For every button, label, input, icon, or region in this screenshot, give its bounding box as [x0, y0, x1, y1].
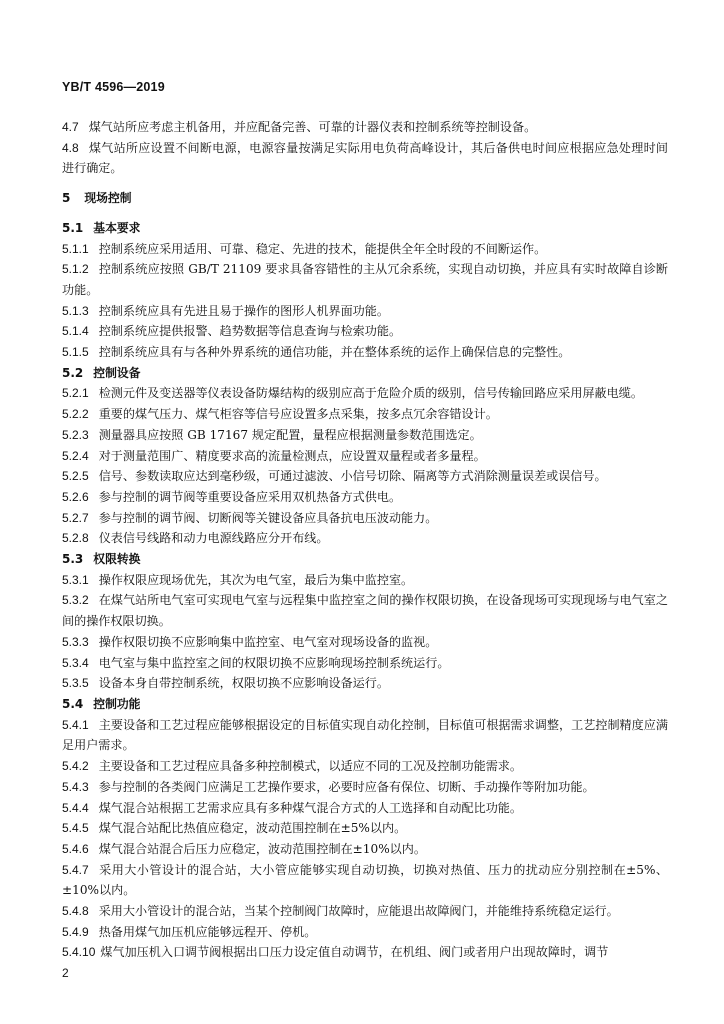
clause-5-4-10: 5.4.10 煤气加压机入口调节阀根据出口压力设定值自动调节，在机组、阀门或者用户出现故障时，调节 — [62, 945, 609, 960]
section-5-4-heading: 5.4 控制功能 — [62, 696, 141, 711]
clause-5-1-2: 5.1.2 控制系统应按照 GB/T 21109 要求具备容错性的主从冗余系统，实现自动切换，并应具有实时故障自诊断功能。 — [62, 262, 668, 297]
clause-5-2-5: 5.2.5 信号、参数读取应达到毫秒级，可通过滤波、小信号切除、隔离等方式消除测量误差或误信号。 — [62, 469, 607, 484]
clause-4-8: 4.8 煤气站所应设置不间断电源，电源容量按满足实际用电负荷高峰设计，其后备供电时间应根据应急处理时间进行确定。 — [62, 140, 668, 176]
clause-5-4-5: 5.4.5 煤气混合站配比热值应稳定，波动范围控制在±5%以内。 — [62, 821, 407, 836]
section-5-2-heading: 5.2 控制设备 — [62, 365, 141, 380]
section-5-1-heading: 5.1 基本要求 — [62, 220, 141, 235]
clause-5-4-4: 5.4.4 煤气混合站根据工艺需求应具有多种煤气混合方式的人工选择和自动配比功能。 — [62, 800, 522, 815]
clause-5-4-8: 5.4.8 采用大小管设计的混合站，当某个控制阀门故障时，应能退出故障阀门，并能维持系统稳定运行。 — [62, 904, 619, 919]
clause-5-3-2: 5.3.2 在煤气站所电气室可实现电气室与远程集中监控室之间的操作权限切换，在设备现场可实现现场与电气室之间的操作权限切换。 — [62, 593, 668, 629]
clause-5-2-8: 5.2.8 仪表信号线路和动力电源线路应分开布线。 — [62, 531, 329, 546]
clause-5-3-3: 5.3.3 操作权限切换不应影响集中监控室、电气室对现场设备的监视。 — [62, 634, 438, 649]
clause-5-4-3: 5.4.3 参与控制的各类阀门应满足工艺操作要求，必要时应备有保位、切断、手动操作等附加功能。 — [62, 779, 595, 794]
section-5-3-heading: 5.3 权限转换 — [62, 552, 141, 567]
clause-5-1-1: 5.1.1 控制系统应采用适用、可靠、稳定、先进的技术，能提供全年全时段的不间断运作。 — [62, 241, 547, 256]
clause-5-2-7: 5.2.7 参与控制的调节阀、切断阀等关键设备应具备抗电压波动能力。 — [62, 510, 438, 525]
clause-5-3-4: 5.3.4 电气室与集中监控室之间的权限切换不应影响现场控制系统运行。 — [62, 655, 450, 670]
clause-5-1-4: 5.1.4 控制系统应提供报警、趋势数据等信息查询与检索功能。 — [62, 324, 402, 339]
section-5-heading: 5 现场控制 — [62, 191, 132, 206]
clause-4-7: 4.7 煤气站所应考虑主机备用，并应配备完善、可靠的计器仪表和控制系统等控制设备。 — [62, 120, 537, 134]
clause-5-1-5: 5.1.5 控制系统应具有与各种外界系统的通信功能，并在整体系统的运作上确保信息的完整性。 — [62, 345, 571, 360]
page-number: 2 — [62, 966, 69, 980]
clause-5-4-9: 5.4.9 热备用煤气加压机应能够远程开、停机。 — [62, 924, 317, 939]
clause-5-2-2: 5.2.2 重要的煤气压力、煤气柜容等信号应设置多点采集，按多点冗余容错设计。 — [62, 407, 498, 422]
clause-5-4-2: 5.4.2 主要设备和工艺过程应具备多种控制模式，以适应不同的工况及控制功能需求。 — [62, 759, 522, 774]
clause-5-4-1: 5.4.1 主要设备和工艺过程应能够根据设定的目标值实现自动化控制，目标值可根据需求调整，工艺控制精度应满足用户需求。 — [62, 717, 668, 753]
clause-5-2-1: 5.2.1 检测元件及变送器等仪表设备防爆结构的级别应高于危险介质的级别，信号传输回路应采用屏蔽电缆。 — [62, 386, 643, 401]
page-content — [62, 117, 668, 963]
clause-5-4-6: 5.4.6 煤气混合站混合后压力应稳定，波动范围控制在±10%以内。 — [62, 841, 426, 856]
clause-5-4-7: 5.4.7 采用大小管设计的混合站，大小管应能够实现自动切换，切换对热值、压力的扰动应分别控制在±5%、±10%以内。 — [62, 862, 668, 898]
clause-5-1-3: 5.1.3 控制系统应具有先进且易于操作的图形人机界面功能。 — [62, 303, 389, 318]
clause-5-2-6: 5.2.6 参与控制的调节阀等重要设备应采用双机热备方式供电。 — [62, 489, 402, 504]
clause-5-2-4: 5.2.4 对于测量范围广、精度要求高的流量检测点，应设置双量程或者多量程。 — [62, 448, 486, 463]
clause-5-2-3: 5.2.3 测量器具应按照 GB 17167 规定配置，量程应根据测量参数范围选定。 — [62, 427, 482, 442]
clause-5-3-1: 5.3.1 操作权限应现场优先，其次为电气室，最后为集中监控室。 — [62, 572, 414, 587]
clause-5-3-5: 5.3.5 设备本身自带控制系统，权限切换不应影响设备运行。 — [62, 676, 389, 691]
standard-code: YB/T 4596—2019 — [62, 80, 165, 94]
